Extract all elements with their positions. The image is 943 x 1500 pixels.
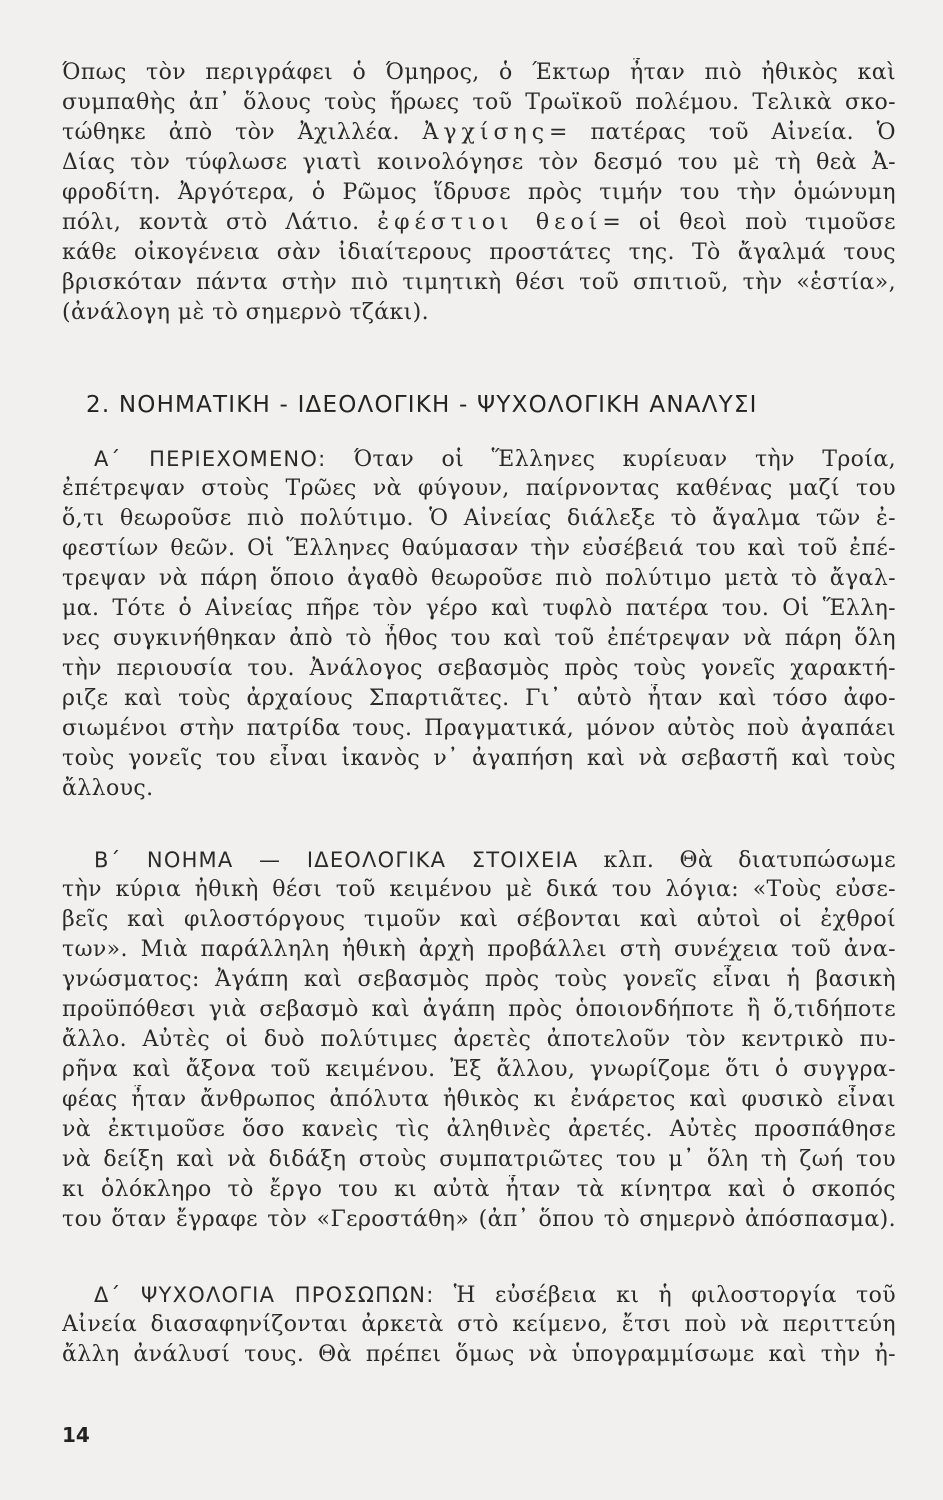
text-segment: = πατέρας τοῦ Αἰνεία. Ὁ xyxy=(549,120,896,145)
text-line xyxy=(62,1280,896,1310)
text-line: Δίας τὸν τύφλωσε γιατὶ κοινολόγησε τὸν δεσμό του μὲ τὴ θεὰ Ἀ- xyxy=(62,150,896,175)
text-line: μα. Τότε ὁ Αἰνείας πῆρε τὸν γέρο καὶ τυφλὸ πατέρα του. Οἱ Ἕλλη- xyxy=(62,596,896,621)
intro-paragraph xyxy=(62,58,896,328)
text-line: του ὅταν ἔγραφε τὸν «Γεροστάθη» (ἀπ᾿ ὅπου τὸ σημερνὸ ἀπόσπασμα). xyxy=(62,1207,896,1232)
section-a-paragraph xyxy=(62,444,896,804)
text-line: βεῖς καὶ φιλοστόργους τιμοῦν καὶ σέβονται καὶ αὐτοὶ οἱ ἐχθροί xyxy=(62,907,896,932)
text-line xyxy=(62,208,896,238)
text-line: νες συγκινήθηκαν ἀπὸ τὸ ἦθος του καὶ τοῦ ἐπέτρεψαν νὰ πάρη ὅλη xyxy=(62,626,896,651)
text-line: γνώσματος: Ἀγάπη καὶ σεβασμὸς πρὸς τοὺς γονεῖς εἶναι ἡ βασικὴ xyxy=(62,967,896,992)
text-segment: τώθηκε ἀπὸ τὸν Ἀχιλλέα. xyxy=(62,120,423,145)
text-line: ρῆνα καὶ ἄξονα τοῦ κειμένου. Ἐξ ἄλλου, γνωρίζομε ὅτι ὁ συγγρα- xyxy=(62,1057,896,1082)
text-line: ἄλλη ἀνάλυσί τους. Θὰ πρέπει ὅμως νὰ ὑπογραμμίσωμε καὶ τὴν ἠ- xyxy=(62,1342,896,1367)
text-line: φέας ἦταν ἄνθρωπος ἀπόλυτα ἠθικὸς κι ἐνάρετος καὶ φυσικὸ εἶναι xyxy=(62,1087,896,1112)
section-heading: 2. ΝΟΗΜΑΤΙΚΗ - ΙΔΕΟΛΟΓΙΚΗ - ΨΥΧΟΛΟΓΙΚΗ ΑΝΑΛΥΣΙ xyxy=(86,392,758,418)
text-segment: = οἱ θεοὶ ποὺ τιμοῦσε xyxy=(602,210,896,235)
text-line: σιωμένοι στὴν πατρίδα τους. Πραγματικά, μόνον αὐτὸς ποὺ ἀγαπάει xyxy=(62,716,896,741)
section-a-label: Α΄ ΠΕΡΙΕΧΟΜΕΝΟ: xyxy=(94,447,327,471)
text-line: κι ὁλόκληρο τὸ ἔργο του κι αὐτὰ ἦταν τὰ κίνητρα καὶ ὁ σκοπός xyxy=(62,1177,896,1202)
text-line: τρεψαν νὰ πάρη ὅποιο ἀγαθὸ θεωροῦσε πιὸ πολύτιμο μετὰ τὸ ἄγαλ- xyxy=(62,566,896,591)
text-line: τὴν κύρια ἠθικὴ θέσι τοῦ κειμένου μὲ δικά του λόγια: «Τοὺς εὐσε- xyxy=(62,877,896,902)
text-segment: κλπ. Θὰ διατυπώσωμε xyxy=(578,848,896,873)
text-line: ὅ,τι θεωροῦσε πιὸ πολύτιμο. Ὁ Αἰνείας διάλεξε τὸ ἄγαλμα τῶν ἐ- xyxy=(62,506,896,531)
text-line: των». Μιὰ παράλληλη ἠθικὴ ἀρχὴ προβάλλει στὴ συνέχεια τοῦ ἀνα- xyxy=(62,937,896,962)
text-line: Αἰνεία διασαφηνίζονται ἀρκετὰ στὸ κείμενο, ἔτσι ποὺ νὰ περιττεύη xyxy=(62,1312,896,1337)
text-line: κάθε οἰκογένεια σὰν ἰδιαίτερους προστάτες της. Τὸ ἄγαλμά τους xyxy=(62,240,896,265)
text-line: Όπως τὸν περιγράφει ὁ Όμηρος, ὁ Έκτωρ ἦταν πιὸ ἠθικὸς καὶ xyxy=(62,60,896,85)
text-line: νὰ δείξη καὶ νὰ διδάξη στοὺς συμπατριῶτες του μ᾿ ὅλη τὴ ζωή του xyxy=(62,1147,896,1172)
text-line xyxy=(62,845,896,875)
section-d-paragraph xyxy=(62,1280,896,1370)
text-line: φροδίτη. Ἀργότερα, ὁ Ρῶμος ἵδρυσε πρὸς τιμήν του τὴν ὁμώνυμη xyxy=(62,180,896,205)
section-b-paragraph xyxy=(62,845,896,1235)
text-line: ἐπέτρεψαν στοὺς Τρῶες νὰ φύγουν, παίρνοντας καθένας μαζί του xyxy=(62,476,896,501)
text-line: τοὺς γονεῖς του εἶναι ἱκανὸς ν᾿ ἀγαπήση καὶ νὰ σεβαστῆ καὶ τοὺς xyxy=(62,746,896,771)
text-line: ριζε καὶ τοὺς ἀρχαίους Σπαρτιᾶτες. Γι᾿ αὐτὸ ἦταν καὶ τόσο ἀφο- xyxy=(62,686,896,711)
text-segment: Όταν οἱ Ἕλληνες κυρίευαν τὴν Τροία, xyxy=(326,447,896,472)
text-line: βρισκόταν πάντα στὴν πιὸ τιμητικὴ θέσι τοῦ σπιτιοῦ, τὴν «ἑστία», xyxy=(62,270,896,295)
text-line: ἄλλο. Αὐτὲς οἱ δυὸ πολύτιμες ἀρετὲς ἀποτελοῦν τὸν κεντρικὸ πυ- xyxy=(62,1027,896,1052)
text-line xyxy=(62,444,896,474)
text-line: τὴν περιουσία του. Ἀνάλογος σεβασμὸς πρὸς τοὺς γονεῖς χαρακτή- xyxy=(62,656,896,681)
term-anchises: Ἀγχίσης xyxy=(422,120,550,145)
text-line: συμπαθὴς ἀπ᾿ ὅλους τοὺς ἥρωες τοῦ Τρωϊκοῦ πολέμου. Τελικὰ σκο- xyxy=(62,90,896,115)
section-d-label: Δ΄ ΨΥΧΟΛΟΓΙΑ ΠΡΟΣΩΠΩΝ: xyxy=(94,1283,435,1307)
page-number: 14 xyxy=(62,1423,90,1447)
term-ephestioi-theoi: ἐφέστιοι θεοί xyxy=(377,210,603,235)
text-line: προϋπόθεσι γιὰ σεβασμὸ καὶ ἀγάπη πρὸς ὁποιονδήποτε ἢ ὅ,τιδήποτε xyxy=(62,997,896,1022)
text-segment: Ἡ εὐσέβεια κι ἡ φιλοστοργία τοῦ xyxy=(434,1283,896,1308)
text-line xyxy=(62,118,896,148)
text-line: φεστίων θεῶν. Οἱ Ἕλληνες θαύμασαν τὴν εὐσέβειά του καὶ τοῦ ἐπέ- xyxy=(62,536,896,561)
section-b-label: Β΄ ΝΟΗΜΑ — ΙΔΕΟΛΟΓΙΚΑ ΣΤΟΙΧΕΙΑ xyxy=(94,848,579,872)
text-segment: πόλι, κοντὰ στὸ Λάτιο. xyxy=(62,210,378,235)
text-line: (ἀνάλογη μὲ τὸ σημερνὸ τζάκι). xyxy=(62,300,430,325)
text-line: ἄλλους. xyxy=(62,776,154,801)
text-line: νὰ ἐκτιμοῦσε ὅσο κανεὶς τὶς ἀληθινὲς ἀρετές. Αὐτὲς προσπάθησε xyxy=(62,1117,896,1142)
